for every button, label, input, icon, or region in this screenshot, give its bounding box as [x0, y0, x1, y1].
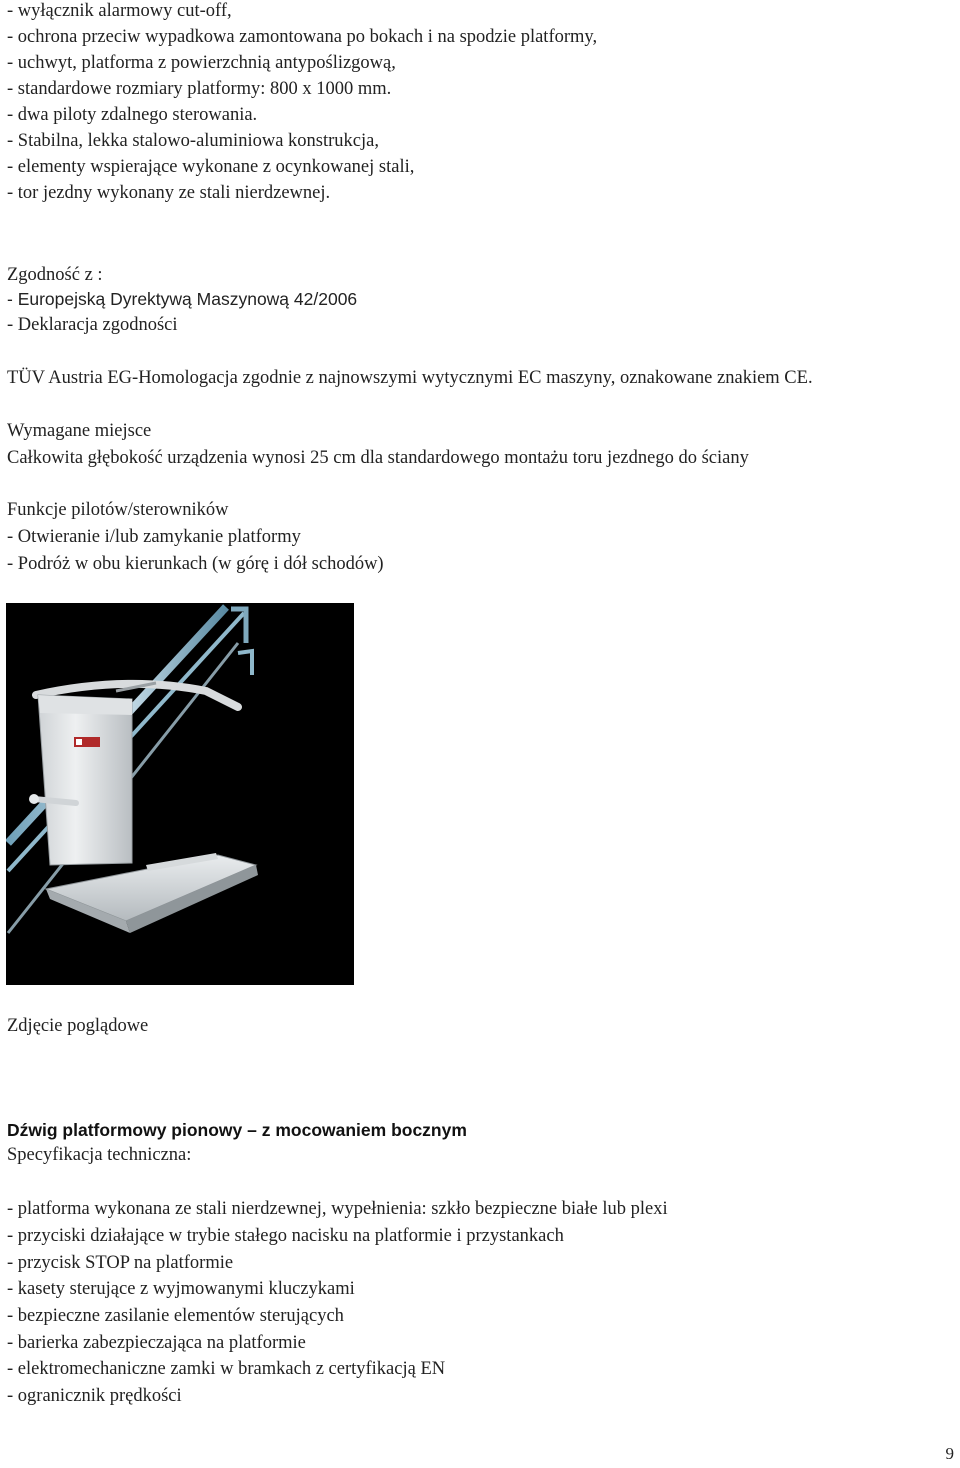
list-item: - Stabilna, lekka stalowo-aluminiowa konstrukcja, — [7, 131, 379, 151]
list-item: - uchwyt, platforma z powierzchnią antypoślizgową, — [7, 53, 396, 73]
space-text: Całkowita głębokość urządzenia wynosi 25 cm dla standardowego montażu toru jezdnego do ściany — [7, 448, 749, 468]
list-item: - dwa piloty zdalnego sterowania. — [7, 105, 258, 125]
compliance-heading: Zgodność z : — [7, 265, 103, 285]
stair-lift-illustration — [6, 603, 354, 985]
list-item: - ochrona przeciw wypadkowa zamontowana po bokach i na spodzie platformy, — [7, 27, 598, 47]
photo-caption: Zdjęcie poglądowe — [7, 1016, 149, 1036]
page-number: 9 — [945, 1444, 954, 1463]
remote-functions-heading: Funkcje pilotów/sterowników — [7, 500, 229, 520]
tuv-statement: TÜV Austria EG-Homologacja zgodnie z najnowszymi wytycznymi EC maszyny, oznakowane znakiem CE. — [7, 368, 813, 388]
list-item: - tor jezdny wykonany ze stali nierdzewnej. — [7, 183, 331, 203]
list-item: - Podróż w obu kierunkach (w górę i dół schodów) — [7, 554, 384, 574]
list-item: - platforma wykonana ze stali nierdzewnej, wypełnienia: szkło bezpieczne białe lub plexi — [7, 1199, 668, 1219]
list-item: - elementy wspierające wykonane z ocynkowanej stali, — [7, 157, 415, 177]
compliance-directive: - Europejską Dyrektywą Maszynową 42/2006 — [7, 289, 358, 309]
product-photo — [6, 603, 354, 985]
list-item: - przycisk STOP na platformie — [7, 1253, 234, 1273]
list-item: - kasety sterujące z wyjmowanymi kluczykami — [7, 1279, 355, 1299]
list-item: - barierka zabezpieczająca na platformie — [7, 1333, 306, 1353]
space-heading: Wymagane miejsce — [7, 421, 152, 441]
section-subtitle: Specyfikacja techniczna: — [7, 1145, 192, 1165]
compliance-declaration: - Deklaracja zgodności — [7, 315, 178, 335]
list-item: - elektromechaniczne zamki w bramkach z certyfikacją EN — [7, 1359, 446, 1379]
list-item: - standardowe rozmiary platformy: 800 x 1000 mm. — [7, 79, 392, 99]
section-title: Dźwig platformowy pionowy – z mocowaniem bocznym — [7, 1120, 467, 1140]
list-item: - bezpieczne zasilanie elementów sterujących — [7, 1306, 344, 1326]
list-item: - przyciski działające w trybie stałego nacisku na platformie i przystankach — [7, 1226, 564, 1246]
list-item: - ogranicznik prędkości — [7, 1386, 182, 1406]
list-item: - wyłącznik alarmowy cut-off, — [7, 1, 232, 21]
list-item: - Otwieranie i/lub zamykanie platformy — [7, 527, 301, 547]
